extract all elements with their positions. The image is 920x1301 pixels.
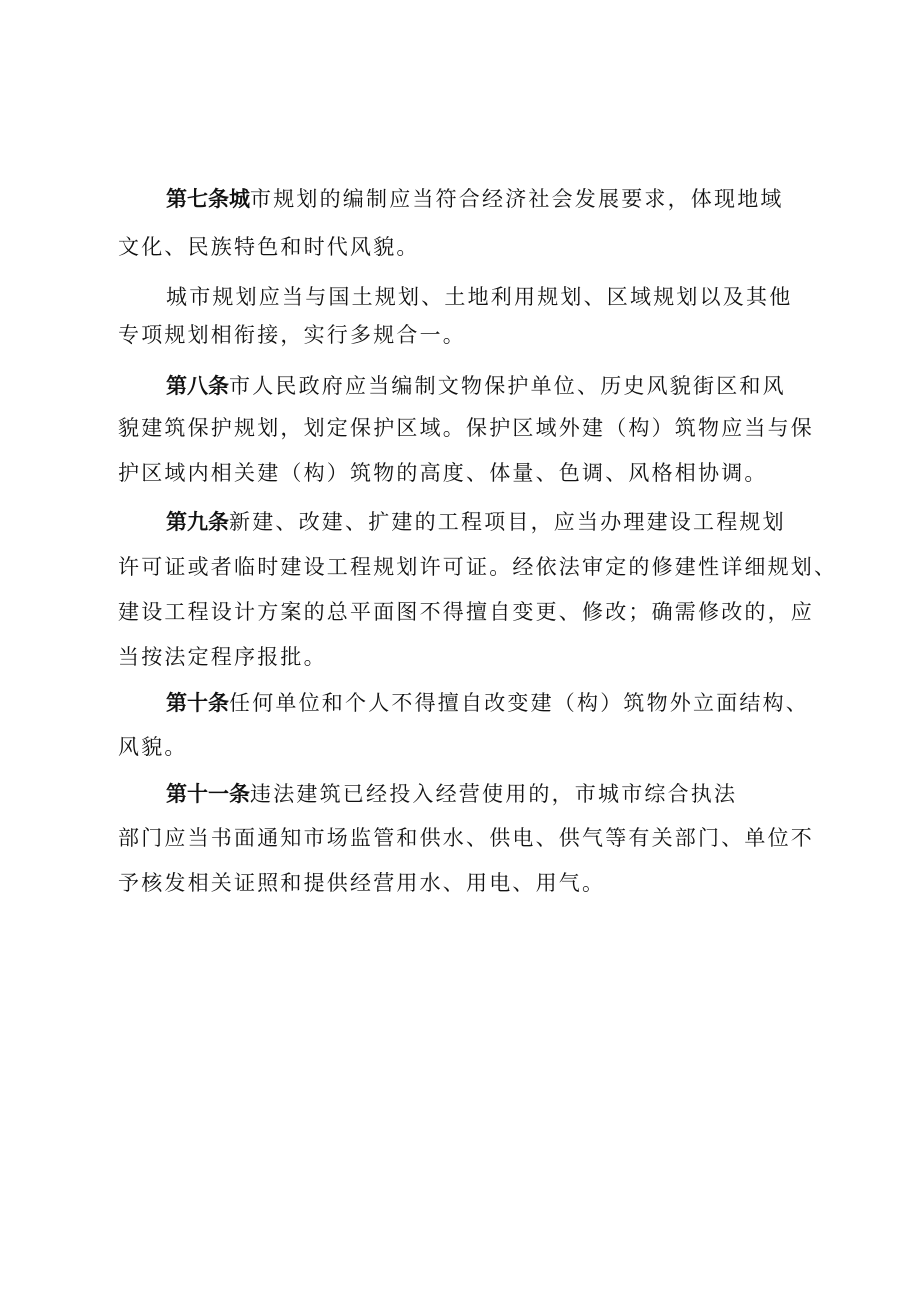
article-8-line-1	[166, 372, 786, 400]
article-8-text-1: 市人民政府应当编制文物保护单位、历史风貌街区和风	[229, 374, 786, 398]
article-7-text-1: 市规划的编制应当符合经济社会发展要求，体现地域	[250, 187, 784, 211]
article-11-line-1	[166, 780, 737, 808]
article-7-line-1	[166, 185, 784, 213]
article-9-line-2: 许可证或者临时建设工程规划许可证。经依法审定的修建性详细规划、	[118, 555, 838, 579]
article-10-heading: 第十条	[166, 691, 229, 715]
article-7-heading: 第七条城	[166, 187, 250, 211]
article-11-text-1: 违法建筑已经投入经营使用的，市城市综合执法	[250, 782, 738, 806]
article-9-text-1: 新建、改建、扩建的工程项目，应当办理建设工程规划	[229, 510, 786, 534]
article-9-heading: 第九条	[166, 510, 229, 534]
article-9-line-4: 当按法定程序报批。	[118, 645, 327, 669]
article-8-heading: 第八条	[166, 374, 229, 398]
article-7-paragraph-2-line-1: 城市规划应当与国土规划、土地利用规划、区域规划以及其他	[166, 285, 793, 309]
article-10-text-1: 任何单位和个人不得擅自改变建（构）筑物外立面结构、	[229, 691, 809, 715]
article-9-line-1	[166, 508, 786, 536]
article-8-line-2: 貌建筑保护规划，划定保护区域。保护区域外建（构）筑物应当与保	[118, 416, 814, 440]
article-7-line-2: 文化、民族特色和时代风貌。	[118, 235, 420, 259]
article-11-line-2: 部门应当书面通知市场监管和供水、供电、供气等有关部门、单位不	[118, 826, 814, 850]
article-11-heading: 第十一条	[166, 782, 250, 806]
article-10-line-2: 风貌。	[118, 735, 188, 759]
article-7-paragraph-2-line-2: 专项规划相衔接，实行多规合一。	[118, 323, 466, 347]
article-11-line-3: 予核发相关证照和提供经营用水、用电、用气。	[118, 871, 606, 895]
article-8-line-3: 护区域内相关建（构）筑物的高度、体量、色调、风格相协调。	[118, 461, 768, 485]
article-10-line-1	[166, 689, 809, 717]
article-9-line-3: 建设工程设计方案的总平面图不得擅自变更、修改；确需修改的，应	[118, 600, 814, 624]
